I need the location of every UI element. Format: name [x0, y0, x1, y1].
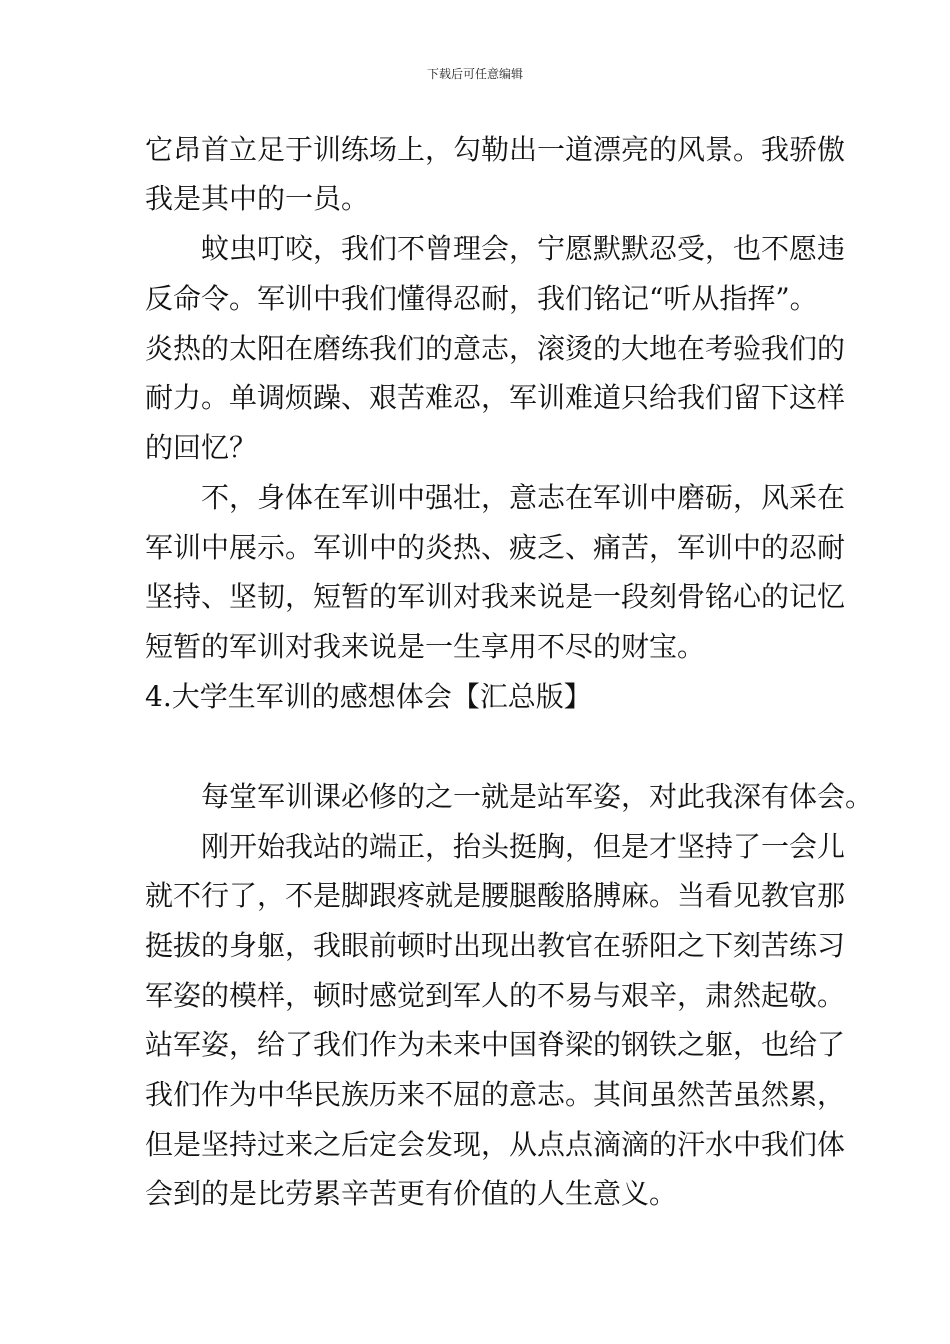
body-text-line: 但是坚持过来之后定会发现，从点点滴滴的汗水中我们体: [145, 1128, 846, 1161]
body-text-line: 军训中展示。军训中的炎热、疲乏、痛苦，军训中的忍耐: [145, 531, 846, 564]
body-text-line: 挺拔的身躯，我眼前顿时出现出教官在骄阳之下刻苦练习: [145, 929, 846, 962]
body-text-line: 短暂的军训对我来说是一生享用不尽的财宝。: [145, 630, 706, 663]
body-text-line: 耐力。单调烦躁、艰苦难忍，军训难道只给我们留下这样: [145, 381, 846, 414]
body-text-line: 的回忆？: [145, 431, 258, 464]
page-header-note: 下载后可任意编辑: [426, 67, 523, 81]
body-text-line: 反命令。军训中我们懂得忍耐，我们铭记“听从指挥”。: [145, 282, 818, 315]
body-text-line: 我们作为中华民族历来不屈的意志。其间虽然苦虽然累，: [145, 1078, 846, 1111]
body-text-line: 坚持、坚韧，短暂的军训对我来说是一段刻骨铭心的记忆: [145, 580, 846, 613]
body-text-line: 炎热的太阳在磨练我们的意志，滚烫的大地在考验我们的: [145, 332, 846, 365]
body-text-line: 刚开始我站的端正，抬头挺胸，但是才坚持了一会儿: [145, 830, 846, 863]
body-text-line: 每堂军训课必修的之一就是站军姿，对此我深有体会。: [145, 780, 874, 813]
body-text-line: 就不行了，不是脚跟疼就是腰腿酸胳膊麻。当看见教官那: [145, 879, 846, 912]
body-text-line: 军姿的模样，顿时感觉到军人的不易与艰辛，肃然起敬。: [145, 979, 846, 1012]
body-text-line: 不，身体在军训中强壮，意志在军训中磨砺，风采在: [145, 481, 846, 514]
section-heading: 4.大学生军训的感想体会【汇总版】: [145, 680, 592, 713]
body-text-line: 它昂首立足于训练场上，勾勒出一道漂亮的风景。我骄傲: [145, 133, 846, 166]
body-text-line: 我是其中的一员。: [145, 182, 370, 215]
body-text-line: 会到的是比劳累辛苦更有价值的人生意义。: [145, 1177, 678, 1210]
body-text-line: 站军姿，给了我们作为未来中国脊梁的钢铁之躯，也给了: [145, 1028, 846, 1061]
body-text-line: 蚊虫叮咬，我们不曾理会，宁愿默默忍受，也不愿违: [145, 232, 846, 265]
